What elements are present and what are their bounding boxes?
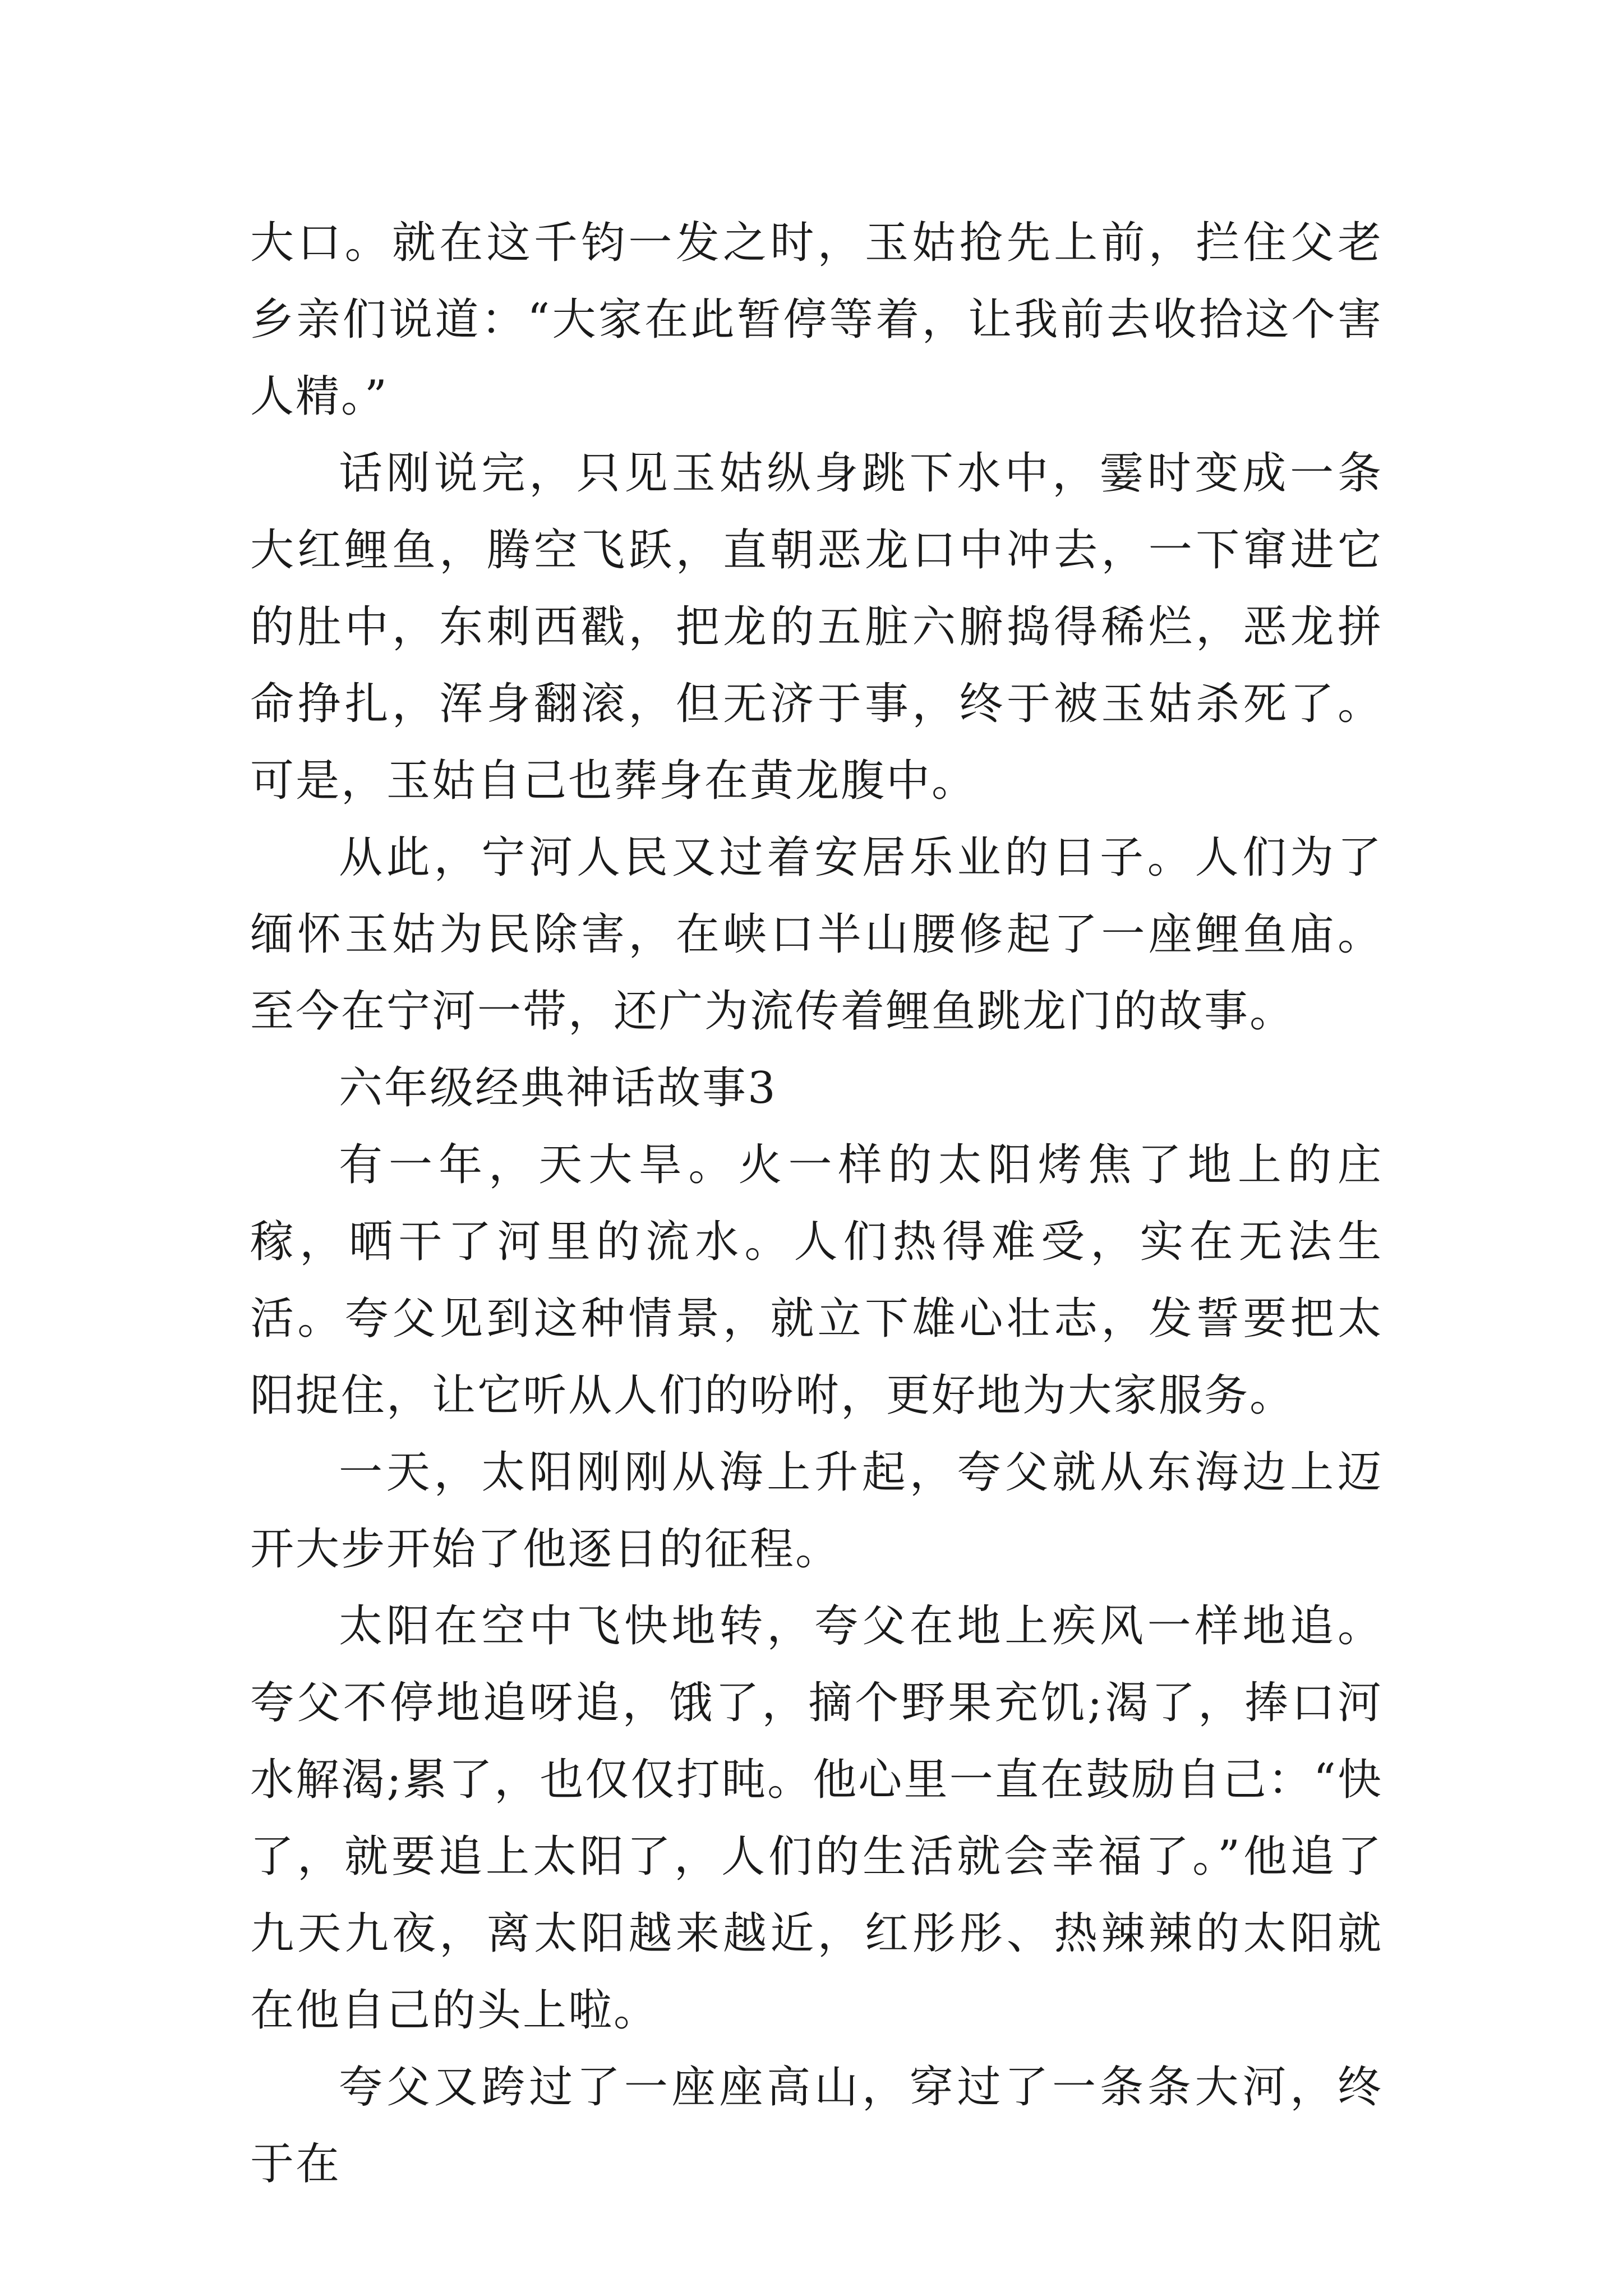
section-heading: 六年级经典神话故事3 bbox=[339, 1063, 777, 1114]
paragraph: 有一年，天大旱。火一样的太阳烤焦了地上的庄稼，晒干了河里的流水。人们热得难受，实在无法生活。夸父见到这种情景，就立下雄心壮志，发誓要把太阳捉住，让它听从人们的吩咐，更好地为大家服务。 bbox=[250, 1140, 1383, 1421]
paragraph: 话刚说完，只见玉姑纵身跳下水中，霎时变成一条大红鲤鱼，腾空飞跃，直朝恶龙口中冲去，一下窜进它的肚中，东刺西戳，把龙的五脏六腑捣得稀烂，恶龙拼命挣扎，浑身翻滚，但无济于事，终于被玉姑杀死了。可是，玉姑自己也葬身在黄龙腹中。 bbox=[250, 448, 1383, 806]
paragraph: 太阳在空中飞快地转，夸父在地上疾风一样地追。夸父不停地追呀追，饿了，摘个野果充饥;渴了，捧口河水解渴;累了，也仅仅打盹。他心里一直在鼓励自己：“快了，就要追上太阳了，人们的生活就会幸福了。”他追了九天九夜，离太阳越来越近，红彤彤、热辣辣的太阳就在他自己的头上啦。 bbox=[250, 1601, 1383, 2036]
paragraph-continuation: 大口。就在这千钧一发之时，玉姑抢先上前，拦住父老乡亲们说道：“大家在此暂停等着，让我前去收拾这个害人精。” bbox=[250, 218, 1383, 422]
paragraph: 从此，宁河人民又过着安居乐业的日子。人们为了缅怀玉姑为民除害，在峡口半山腰修起了一座鲤鱼庙。至今在宁河一带，还广为流传着鲤鱼跳龙门的故事。 bbox=[250, 832, 1383, 1037]
paragraph: 夸父又跨过了一座座高山，穿过了一条条大河，终于在 bbox=[250, 2062, 1383, 2189]
paragraph: 一天，太阳刚刚从海上升起，夸父就从东海边上迈开大步开始了他逐日的征程。 bbox=[250, 1447, 1383, 1575]
document-body bbox=[250, 205, 1383, 2203]
